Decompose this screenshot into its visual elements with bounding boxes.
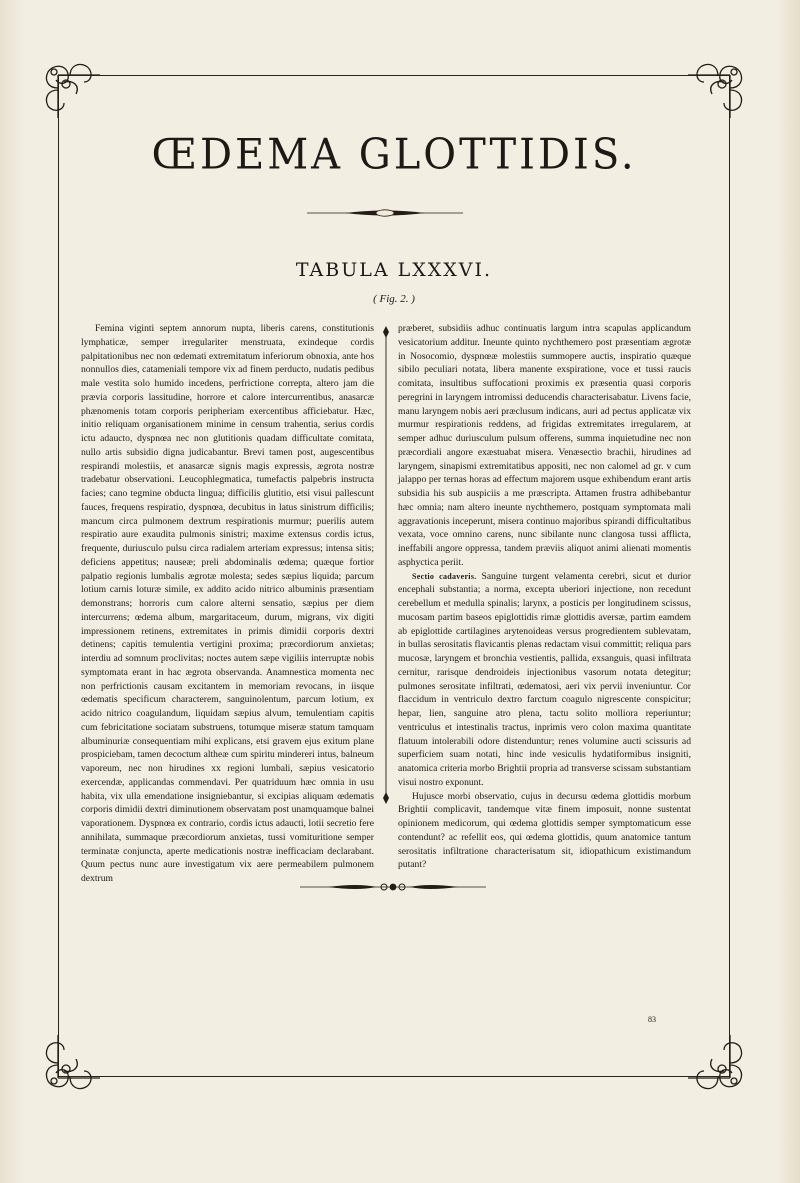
sectio-cadaveris-label: Sectio cadaveris. (412, 571, 477, 581)
column-divider-rule (382, 326, 390, 804)
corner-ornament-bottom-left (40, 1035, 100, 1095)
paragraph-case-continuation: præberet, subsidiis adhuc continuatis largum intra scapulas applicandum vesicatorium additur. Ineunte quinto nychthemero post præsentiam ægrotæ in Nosocomio, dyspnœæ molestiis summopere auctis, inspiratio quæque sibilo peculiari notata, libera manente exspiratione, voce et tussi raucis comitata, insultibus suffocationi proximis ex præsentia quasi corporis peregrini in laryngem intromissi deducendis characterisabatur. Livens facie, manu laryngem nobis aeri præclusum indicans, auri ad pectus applicatæ vix murmur respirationis reddens, ad frigidas extremitates irregularem, at semper adhuc duriusculum pulsum offerens, summa inquietudine nec non præcordiali angore exæstuabat misera. Venæsectio brachii, hirudines ad laryngem, sinapismi extremitatibus appositi, nec non calomel ad gr. v cum jalappo per ternas horas ad effectum majorem usque exhibendum erant artis subsidia his sub auspiciis a me præscripta. Attamen frustra adhibebantur hæc omnia; nam altero ineunte nychthemero, postquam symptomata mali aggravationis inceperunt, misera continuo majoribus spirandi difficultatibus vexata, voce omnino carens, nunc sibilante nunc clangosa tussi afflicta, ineffabili angore oppressa, tandem præviis aliquot animi alienati momentis asphyctica periit. (398, 323, 691, 568)
bottom-divider-ornament (298, 880, 488, 894)
paragraph-autopsy: Sanguine turgent velamenta cerebri, sicut et durior encephali substantia; a norma, excepta uberiori injectione, non recedunt cerebellum et medulla spinalis; larynx, a posticis per longitudinem scissus, mucosam partim baseos epiglottidis rimæ glottidis aversæ, partim eamdem ab epiglottide cartilagines arytenoideas versus progredientem sublevatam, in bullas serositatis flavicantis plenas redactam visui committit; reliqua pars mucosæ, laryngem et bronchia vestientis, pallida, exsanguis, quasi infiltrata cernitur, rarisque dendroideis injectionibus vasorum notata detegitur; pulmones serositate infiltrati, œdematosi, aeri vix pervii inveniuntur. Cor flaccidum in ventriculo dextro farctum coagulo nigrescente conspicitur; hepar, lien, sanguine atro plena, tactu solito molliora reperiuntur; ventriculus et intestinalis tractus, inprimis vero colon maxima quantitate flatuum intolerabili odore distenduntur; renes volumine aucti scissuris ad superficiem suam notati, hinc inde vesiculis hydatiformibus insigniti, anatomica criteria morbo Brightii propria ad transverse scissam substantiam visui nostro exponunt. (398, 570, 692, 788)
text-column-right (398, 322, 691, 872)
corner-ornament-bottom-right (688, 1035, 748, 1095)
page-number: 83 (648, 1015, 656, 1024)
page-title: ŒDEMA GLOTTIDIS. (151, 130, 637, 180)
corner-ornament-top-right (688, 58, 748, 118)
figure-reference: ( Fig. 2. ) (373, 293, 415, 305)
paragraph-conclusion: Hujusce morbi observatio, cujus in decursu œdema glottidis morbum Brightii complicavit, tandemque vitæ finem imposuit, nonne sustentat opinionem medicorum, qui œdema glottidis semper symptomaticum esse contendunt? ac refellit eos, qui œdema glottidis, quum anatomice tantum serositatis infiltratione characterisatum sit, idiopathicum existimandum putant? (398, 790, 691, 871)
title-divider-ornament (305, 206, 465, 220)
plate-number-heading: TABULA LXXXVI. (295, 259, 493, 281)
corner-ornament-top-left (40, 58, 100, 118)
paragraph-case-history: Femina viginti septem annorum nupta, liberis carens, constitutionis lymphaticæ, semper irregulariter menstruata, exindeque cordis palpitationibus nec non œdemati extremitatum inferiorum obnoxia, ante hos nonnullos dies, catameniali tempore vix ad finem perducto, nudatis pedibus male vestita solo humido incedens, perfrictione correpta, altero jam die prævia corporis lassitudine, horrore et calore intercurrentibus, anasarcæ phænomenis totam corporis peripheriam exercentibus afficiebatur. Hæc, initio reliquam organisationem minime in censum trahentia, serius cordis ictu adaucto, dyspnœa nec non glutitionis quadam difficultate comitata, nullo artis subsidio digna judicabantur. Brevi tamen post, augescentibus respirandi molestiis, et anasarcæ signis magis expressis, ægrota nostræ tradebatur observationi. Leucophlegmatica, tumefactis palpebris instructa facies; cano tegmine obducta lingua; difficilis glutitio, etsi visui pallescunt fauces, frequens respiratio, dyspnœa, decubitus in latus sinistrum difficilis; mancum circa pulmonem dextrum respirationis murmur; puerilis autem respiratio aure exaudita pulmonis sinistri; maxime extensus cordis ictus, frequente, duriusculo pulsu circa radialem arteriam expressus; intensa sitis; deficiens appetitus; nauseæ; preli abdominalis œdema; quæque fortior palpatio regionis lumbalis ægrotæ molesta; sedes sæpius liquida; parcum lotium carnis loturæ simile, ex addito acido nitrico albuminis præsentiam demonstrans; horroris cum calore alterni sensatio, sæpius per diem intercurrens; œdema album, margaritaceum, durum, migrans, vix digiti impressionem retinens, extremitates in primis dimidii corporis dextri detinens; capitis temulentia vertigini proxima; præcordiorum anxietas; interdiu ad somnum proclivitas; noctes autem sæpe vigiliis interruptæ nobis symptomata erant in hac ægrota observanda. Anamnestica momenta nec non perfrictionis causam excitantem in memoriam revocans, in iisque œdematis specificum characterem, sanguinolentum, parcum lotium, ex acido nitrico coagulandum, liquidam sæpius alvum, temulentiam capitis cum febricitatione sociatam substruens, totumque miseræ statum tamquam albuminuriæ consequentiam mihi explicans, etsi gravem ejus exitum plane prospiciebam, tamen decoctum altheæ cum spiritu mindereri intus, balneum vaporeum, nec non hirudines xx regioni lumbali, sæpius vesicatorio exercendæ, applicandas commendavi. Per quatriduum hæc omnia in usu habita, vix ulla emendatione insigniebantur, si excipias aliquam œdematis corporis dimidii dextri diminutionem observatam post unamquamque balnei vaporationem. Dyspnœa ex contrario, cordis ictus adaucti, lotii secretio fere annihilata, summaque præcordiorum anxietas, tussi vomituritione semper terminatæ conjuncta, aperte medicationis nostræ inefficaciam declarabant. Quum pectus nunc aure investigatum vix aere permeabilem pulmonem dextrum (81, 323, 374, 884)
text-column-left (81, 322, 374, 886)
